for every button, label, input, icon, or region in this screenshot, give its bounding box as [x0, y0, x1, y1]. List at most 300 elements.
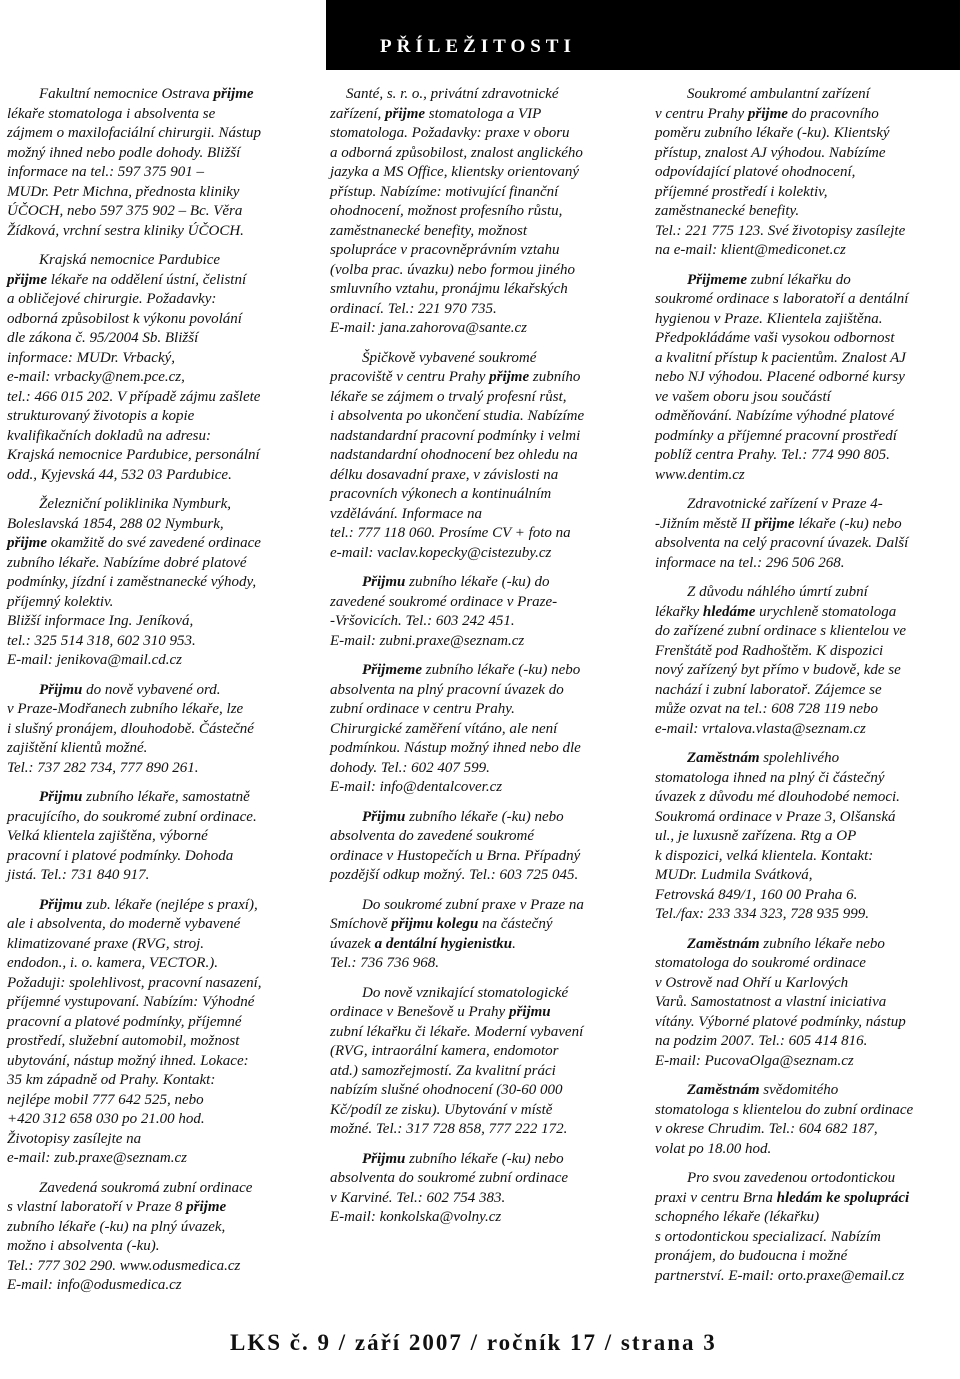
ad-line: [7, 271, 313, 291]
ad-text-run: okamžitě do své zavedené ordinace: [47, 535, 261, 551]
ad-text-run: v Karviné. Tel.: 602 754 383.: [330, 1189, 506, 1206]
ad-line: [330, 1169, 630, 1189]
ad-text-run: i slušný pronájem, dlouhodobě. Částečné: [7, 720, 254, 737]
ad-text-run: podmínky a příjemné pracovní prostředí: [655, 427, 897, 444]
ad-text-run: E-mail: info@odusmedica.cz: [7, 1277, 182, 1293]
ad-line: [330, 280, 630, 300]
classified-ad: [330, 808, 630, 886]
ad-line: [330, 573, 630, 593]
ad-line: [655, 974, 955, 994]
ad-text-run: e-mail: vrtalova.vlasta@seznam.cz: [655, 720, 866, 737]
ad-text-run: Boleslavská 1854, 288 02 Nymburk,: [7, 515, 224, 532]
ad-text-run: lékařky: [655, 603, 703, 620]
ad-text-run: tel.: 777 118 060. Prosíme CV + foto na: [330, 525, 571, 541]
ad-text-run: .: [512, 935, 516, 952]
ad-text-run: zaměstnanecké benefity.: [655, 203, 800, 219]
ad-text-run: podmínky, jízdní i zaměstnanecké výhody,: [7, 574, 257, 590]
ad-text-run: zubního: [529, 369, 581, 385]
ad-line: [7, 720, 313, 740]
classified-ad: [330, 1150, 630, 1228]
ad-line: [7, 290, 313, 310]
ad-text-run: dle zákona č. 95/2004 Sb. Bližší: [7, 330, 199, 346]
ad-text-run: v okrese Chrudim. Tel.: 604 682 187,: [655, 1121, 878, 1137]
ad-text-run: do nově vybavené ord.: [82, 681, 221, 698]
ad-line: [655, 1101, 955, 1121]
ad-line: [655, 1140, 955, 1160]
ad-text-run: možný ihned nebo podle dohody. Bližší: [7, 144, 241, 161]
ad-text-run: Zaměstnám: [687, 935, 760, 952]
ad-line: [655, 290, 955, 310]
ad-line: [330, 700, 630, 720]
classified-ad: [655, 1169, 955, 1286]
ad-text-run: Soukromé ambulantní zařízení: [687, 86, 870, 102]
ad-text-run: svědomitého: [759, 1082, 839, 1098]
ad-text-run: nadstandardní ohodnocení bez ohledu na: [330, 447, 578, 463]
ad-line: [7, 866, 313, 886]
classified-ad: [7, 896, 313, 1169]
classified-ad: [655, 1081, 955, 1159]
ad-line: [330, 661, 630, 681]
ad-text-run: a odborná způsobilost, znalost anglického: [330, 144, 583, 161]
ad-line: [7, 593, 313, 613]
ad-text-run: nebo NJ výhodou. Placené odborné kursy: [655, 369, 905, 385]
ad-text-run: v Ostrově nad Ohří u Karlových: [655, 974, 849, 991]
ad-text-run: e-mail: vrbacky@nem.pce.cz,: [7, 369, 185, 385]
ad-text-run: podmínkou. Nástup možný ihned nebo dle: [330, 740, 581, 756]
ad-text-run: odpovídající platové ohodnocení,: [655, 164, 856, 180]
ad-line: [7, 515, 313, 535]
ad-line: [655, 407, 955, 427]
ad-line: [330, 632, 630, 652]
ad-line: [655, 954, 955, 974]
ad-line: [330, 827, 630, 847]
ad-line: [330, 407, 630, 427]
ad-text-run: zařízení,: [330, 105, 386, 122]
ad-text-run: pronájem, do budoucna i možné: [655, 1248, 848, 1264]
classified-ad: [330, 349, 630, 564]
ad-text-run: přijme: [754, 515, 795, 532]
ad-text-run: e-mail: zub.praxe@seznam.cz: [7, 1150, 188, 1166]
ad-text-run: i absolventa po ukončení studia. Nabízíme: [330, 408, 585, 424]
ad-text-run: zubního lékaře (-ku) nebo: [422, 662, 581, 678]
ad-line: [655, 446, 955, 466]
ad-text-run: Soukromá ordinace v Praze 3, Olšanská: [655, 808, 896, 825]
ad-text-run: 35 km západně od Prahy. Kontakt:: [7, 1072, 216, 1088]
ad-line: [655, 993, 955, 1013]
classified-ad: [655, 85, 955, 261]
ad-text-run: Životopisy zasílejte na: [7, 1130, 142, 1147]
ad-line: [330, 847, 630, 867]
classified-ad: [330, 896, 630, 974]
classified-ad: [7, 681, 313, 779]
ad-text-run: prostředí, služební automobil, možnost: [7, 1033, 240, 1049]
ad-line: [330, 915, 630, 935]
ad-text-run: zubního lékaře (-ku) nebo: [405, 808, 564, 825]
ad-text-run: Zaměstnám: [687, 1082, 760, 1098]
ad-text-run: Smíchově: [330, 916, 392, 932]
ad-text-run: Železniční poliklinika Nymburk,: [39, 496, 232, 512]
ad-line: [330, 1208, 630, 1228]
ad-text-run: zájmem o maxilofaciální chirurgii. Nástup: [7, 125, 262, 141]
ad-line: [330, 427, 630, 447]
ad-line: [655, 163, 955, 183]
ad-line: [7, 407, 313, 427]
ad-text-run: stomatologa s klientelou do zubní ordinace: [655, 1101, 914, 1118]
ad-line: [330, 485, 630, 505]
page-footer: LKS č. 9 / září 2007 / ročník 17 / strana 3: [230, 1330, 717, 1355]
ad-line: [655, 583, 955, 603]
ad-line: [330, 954, 630, 974]
ad-line: [7, 573, 313, 593]
ad-line: [655, 515, 955, 535]
ad-line: [330, 739, 630, 759]
ad-line: [7, 368, 313, 388]
ad-line: [655, 935, 955, 955]
ad-text-run: hledám ke spolupráci: [776, 1189, 910, 1206]
ad-line: [330, 319, 630, 339]
ad-text-run: informace na tel.: 296 506 268.: [655, 554, 845, 571]
ad-text-run: absolventa do soukromé zubní ordinace: [330, 1170, 569, 1186]
ad-line: [330, 544, 630, 564]
ad-line: [655, 144, 955, 164]
ad-text-run: Santé, s. r. o., privátní zdravotnické: [346, 86, 559, 102]
ad-line: [7, 896, 313, 916]
ad-text-run: pracovní a platové podmínky, příjemné: [7, 1013, 242, 1030]
ad-line: [330, 466, 630, 486]
ad-line: [330, 1042, 630, 1062]
ad-text-run: úvazek z důvodu mé dlouhodobé nemoci.: [655, 789, 900, 805]
ad-text-run: Zdravotnické zařízení v Praze 4-: [687, 496, 883, 512]
ad-text-run: Chirurgické zaměření vítáno, ale není: [330, 720, 558, 737]
ad-line: [7, 251, 313, 271]
ad-line: [7, 183, 313, 203]
ad-line: [7, 632, 313, 652]
classified-ad: [330, 661, 630, 798]
ad-text-run: MUDr. Petr Michna, přednosta kliniky: [7, 183, 240, 200]
ad-line: [655, 1247, 955, 1267]
ad-text-run: přijme: [7, 271, 47, 288]
ad-text-run: délku dosavadní praxe, v závislosti na: [330, 466, 559, 483]
ad-line: [330, 866, 630, 886]
ad-line: [330, 505, 630, 525]
ad-line: [330, 183, 630, 203]
ad-line: [330, 896, 630, 916]
ad-text-run: hledáme: [702, 603, 756, 620]
ad-line: [330, 1081, 630, 1101]
ad-line: [655, 749, 955, 769]
ad-text-run: stomatologa do soukromé ordinace: [655, 955, 866, 971]
ad-text-run: stomatologa. Požadavky: praxe v oboru: [330, 125, 570, 141]
ad-text-run: odd., Kyjevská 44, 532 03 Pardubice.: [7, 466, 232, 483]
ad-text-run: ordinací. Tel.: 221 970 735.: [330, 300, 497, 317]
ad-text-run: pozdější odkup možný. Tel.: 603 725 045.: [330, 867, 579, 883]
classified-ad: [655, 583, 955, 739]
ad-text-run: zubní lékařku do: [747, 271, 851, 288]
ad-line: [655, 388, 955, 408]
ad-line: [7, 1179, 313, 1199]
ad-line: [7, 1237, 313, 1257]
ad-line: [330, 1062, 630, 1082]
ad-text-run: lékaře se zájmem o trvalý profesní růst,: [330, 388, 567, 405]
ad-line: [330, 349, 630, 369]
ad-line: [330, 300, 630, 320]
ad-text-run: odměňování. Nabízíme výhodné platové: [655, 408, 895, 424]
ad-line: [655, 827, 955, 847]
ad-text-run: Krajská nemocnice Pardubice: [39, 252, 221, 268]
ad-line: [655, 886, 955, 906]
ad-line: [7, 1149, 313, 1169]
ad-text-run: volat po 18.00 hod.: [655, 1140, 772, 1157]
ad-text-run: přístup, znalost AJ výhodou. Nabízíme: [655, 144, 886, 161]
classified-ad: [330, 85, 630, 339]
ad-line: [7, 681, 313, 701]
ad-line: [330, 85, 630, 105]
ad-line: [7, 105, 313, 125]
ad-text-run: E-mail: jenikova@mail.cd.cz: [7, 652, 182, 668]
classified-ad: [330, 984, 630, 1140]
ad-text-run: ve vašem oboru jsou součástí: [655, 388, 831, 405]
ad-text-run: nový zařízený byt přímo v budově, kde se: [655, 662, 901, 678]
ad-line: [7, 808, 313, 828]
ad-line: [7, 329, 313, 349]
ad-text-run: +420 312 658 030 po 21.00 hod.: [7, 1111, 205, 1127]
ad-text-run: vzdělávání. Informace na: [330, 505, 483, 522]
ad-line: [655, 1052, 955, 1072]
ad-text-run: schopného lékaře (lékařku): [655, 1209, 820, 1225]
ad-text-run: a dentální hygienistku: [374, 935, 513, 952]
ad-text-run: absolventa do zavedené soukromé: [330, 828, 534, 844]
ad-text-run: přijme: [385, 105, 426, 122]
ad-text-run: stomatologa ihned na plný či částečný: [655, 769, 885, 786]
ad-line: [7, 651, 313, 671]
ad-line: [655, 808, 955, 828]
ad-text-run: Přijmu: [362, 1150, 406, 1167]
ad-text-run: informace na tel.: 597 375 901 –: [7, 164, 205, 180]
ad-text-run: Předpokládáme vaši vysokou odbornost: [655, 330, 895, 346]
ad-line: [7, 788, 313, 808]
ad-text-run: absolventa na plný pracovní úvazek do: [330, 681, 564, 698]
classified-ad: [7, 1179, 313, 1296]
ad-line: [7, 388, 313, 408]
ad-text-run: Varů. Samostatnost a vlastní iniciativa: [655, 994, 887, 1010]
ad-line: [655, 681, 955, 701]
ad-line: [7, 847, 313, 867]
ad-text-run: ordinace v Benešově u Prahy: [330, 1004, 509, 1020]
ad-line: [7, 993, 313, 1013]
ad-line: [655, 534, 955, 554]
ad-text-run: atd.) samozřejmostí. Za kvalitní práci: [330, 1062, 556, 1079]
ad-text-run: zubní lékařku či lékaře. Moderní vybavení: [330, 1023, 584, 1040]
ad-text-run: Tel.: 777 302 290. www.odusmedica.cz: [7, 1257, 241, 1274]
ad-text-run: Frenštátě pod Radhoštěm. K dispozici: [655, 642, 884, 659]
ad-line: [655, 241, 955, 261]
ad-text-run: Přijmu: [39, 896, 83, 913]
ad-text-run: úvazek: [330, 935, 375, 952]
ad-line: [7, 827, 313, 847]
classified-ad: [7, 495, 313, 671]
ad-line: [655, 1189, 955, 1209]
ad-line: [655, 124, 955, 144]
ad-text-run: Přijmu: [362, 808, 406, 825]
ad-line: [655, 1169, 955, 1189]
ad-text-run: na e-mail: klient@mediconet.cz: [655, 242, 846, 258]
ad-line: [7, 310, 313, 330]
ad-text-run: Fetrovská 849/1, 160 00 Praha 6.: [655, 886, 858, 903]
ad-line: [330, 612, 630, 632]
ad-text-run: příjemné vystupovaní. Nabízím: Výhodné: [7, 994, 255, 1010]
ad-text-run: ale i absolventa, do moderně vybavené: [7, 916, 241, 932]
ad-text-run: zaměstnanecké benefity, možnost: [330, 222, 528, 239]
ad-line: [655, 1120, 955, 1140]
ad-line: [655, 769, 955, 789]
ad-line: [7, 700, 313, 720]
ad-text-run: praxi v centru Brna: [655, 1189, 777, 1206]
ad-line: [330, 124, 630, 144]
ad-text-run: endodon., i. o. kamera, VECTOR.).: [7, 955, 218, 971]
ad-text-run: do zařízené zubní ordinace s klientelou ve: [655, 623, 907, 639]
ad-line: [655, 368, 955, 388]
ad-text-run: Bližší informace Ing. Jeníková,: [7, 613, 194, 629]
ad-line: [330, 1120, 630, 1140]
ad-text-run: E-mail: info@dentalcover.cz: [330, 779, 503, 795]
ad-text-run: dohody. Tel.: 602 407 599.: [330, 759, 490, 776]
ad-text-run: Zaměstnám: [687, 750, 760, 766]
ad-line: [330, 163, 630, 183]
ad-text-run: může ozvat na tel.: 608 728 119 nebo: [655, 701, 879, 717]
ad-line: [7, 202, 313, 222]
ad-text-run: lékaře na oddělení ústní, čelistní: [47, 271, 247, 288]
ad-text-run: www.dentim.cz: [655, 466, 745, 483]
ad-line: [7, 1198, 313, 1218]
ad-line: [330, 1003, 630, 1023]
ad-line: [330, 388, 630, 408]
ad-text-run: zavedené soukromé ordinace v Praze-: [330, 593, 558, 610]
ad-text-run: nadstandardní pracovní podmínky i velmi: [330, 427, 581, 444]
ad-text-run: Přijmu: [39, 789, 83, 805]
ad-text-run: Tel.: 737 282 734, 777 890 261.: [7, 759, 199, 776]
ad-text-run: příjemné prostředí i kolektiv,: [655, 183, 828, 200]
ad-text-run: možné. Tel.: 317 728 858, 777 222 172.: [330, 1121, 568, 1137]
ad-line: [330, 759, 630, 779]
ad-text-run: strukturovaný životopis a kopie: [7, 408, 195, 424]
ad-line: [655, 427, 955, 447]
ad-line: [655, 329, 955, 349]
ad-text-run: odborná způsobilost k výkonu povolání: [7, 310, 242, 327]
ad-text-run: kvalifikačních dokladů na adresu:: [7, 427, 211, 444]
ad-text-run: -Jižním městě II: [655, 515, 755, 532]
ad-line: [7, 144, 313, 164]
ad-line: [655, 905, 955, 925]
ad-text-run: pracujícího, do soukromé zubní ordinace.: [7, 808, 257, 825]
ad-line: [655, 85, 955, 105]
ad-text-run: pracoviště v centru Prahy: [330, 369, 490, 385]
ad-line: [655, 466, 955, 486]
ad-text-run: tel.: 466 015 202. V případě zájmu zašlete: [7, 388, 261, 405]
column-left: [7, 85, 313, 1306]
classified-ad: [7, 788, 313, 886]
ad-line: [330, 524, 630, 544]
ad-text-run: E-mail: jana.zahorova@sante.cz: [330, 320, 527, 336]
ad-text-run: tel.: 325 514 318, 602 310 953.: [7, 632, 196, 649]
column-right: [655, 85, 955, 1296]
ad-text-run: E-mail: zubni.praxe@seznam.cz: [330, 632, 525, 649]
ad-text-run: poblíž centra Prahy. Tel.: 774 990 805.: [655, 447, 890, 463]
ad-text-run: Žídková, vrchní sestra kliniky ÚČOCH.: [7, 222, 244, 239]
classified-ad: [655, 271, 955, 486]
ad-line: [330, 984, 630, 1004]
ad-line: [655, 1267, 955, 1287]
ad-text-run: v centru Prahy: [655, 105, 748, 122]
ad-line: [7, 554, 313, 574]
ad-text-run: a kvalitní přístup k pacientům. Znalost AJ: [655, 349, 906, 366]
ad-line: [330, 222, 630, 242]
ad-text-run: smluvního vztahu, pronájmu lékařských: [330, 281, 568, 297]
ad-text-run: k dispozici, velká klientela. Kontakt:: [655, 847, 874, 864]
ad-line: [7, 1013, 313, 1033]
column-middle: [330, 85, 630, 1238]
ad-text-run: (volba prac. úvazku) nebo formou jiného: [330, 261, 575, 278]
ad-text-run: v Praze-Modřanech zubního lékaře, lze: [7, 701, 244, 717]
ad-text-run: Tel.: 221 775 123. Své životopisy zasílejte: [655, 222, 906, 239]
ad-text-run: zubní ordinace v centru Prahy.: [330, 701, 515, 717]
ad-text-run: s ortodontickou specializací. Nabízím: [655, 1228, 881, 1245]
ad-line: [655, 271, 955, 291]
ad-text-run: klimatizované praxe (RVG, stroj.: [7, 935, 205, 952]
ad-text-run: zub. lékaře (nejlépe s praxí),: [82, 896, 258, 913]
ad-line: [7, 1257, 313, 1277]
ad-line: [7, 163, 313, 183]
ad-text-run: pracovních výkonech a kontinuálním: [330, 486, 552, 502]
ad-line: [330, 368, 630, 388]
ad-text-run: partnerství. E-mail: orto.praxe@email.cz: [655, 1267, 905, 1284]
ad-line: [655, 720, 955, 740]
ad-line: [655, 495, 955, 515]
ad-text-run: zubního lékaře (-ku) na plný úvazek,: [7, 1218, 226, 1235]
ad-line: [330, 593, 630, 613]
ad-text-run: přijme: [213, 86, 254, 102]
ad-text-run: soukromé ordinace s laboratoří a dentální: [655, 291, 909, 307]
ad-text-run: E-mail: PucovaOlga@seznam.cz: [655, 1052, 854, 1069]
classified-ad: [7, 85, 313, 241]
classified-ad: [655, 749, 955, 925]
ad-line: [7, 495, 313, 515]
ad-line: [655, 1228, 955, 1248]
ad-text-run: spolupráce v pracovněprávním vztahu: [330, 242, 560, 258]
ad-line: [655, 642, 955, 662]
ad-text-run: zubního lékaře (-ku) nebo: [405, 1150, 564, 1167]
ad-line: [655, 202, 955, 222]
ad-text-run: přístup. Nabízíme: motivující finanční: [330, 183, 559, 200]
classified-ad: [655, 495, 955, 573]
ad-text-run: přijmu kolegu: [391, 916, 479, 932]
ad-line: [330, 105, 630, 125]
ad-text-run: spolehlivého: [759, 750, 840, 766]
ad-text-run: ÚČOCH, nebo 597 375 902 – Bc. Věra: [7, 203, 243, 219]
ad-line: [655, 105, 955, 125]
ad-text-run: ubytování, nástup možný ihned. Lokace:: [7, 1052, 249, 1069]
ad-line: [7, 739, 313, 759]
ad-line: [7, 1032, 313, 1052]
ad-text-run: nejlépe mobil 777 642 525, nebo: [7, 1091, 204, 1108]
ad-text-run: Do soukromé zubní praxe v Praze na: [362, 896, 584, 913]
ad-text-run: e-mail: vaclav.kopecky@cistezuby.cz: [330, 544, 552, 561]
ad-text-run: přijme: [747, 105, 788, 122]
ad-line: [330, 808, 630, 828]
ad-line: [330, 1150, 630, 1170]
ad-text-run: informace: MUDr. Vrbacký,: [7, 349, 176, 366]
ad-text-run: poměru zubního lékaře (-ku). Klientský: [655, 125, 890, 141]
ad-line: [655, 1208, 955, 1228]
